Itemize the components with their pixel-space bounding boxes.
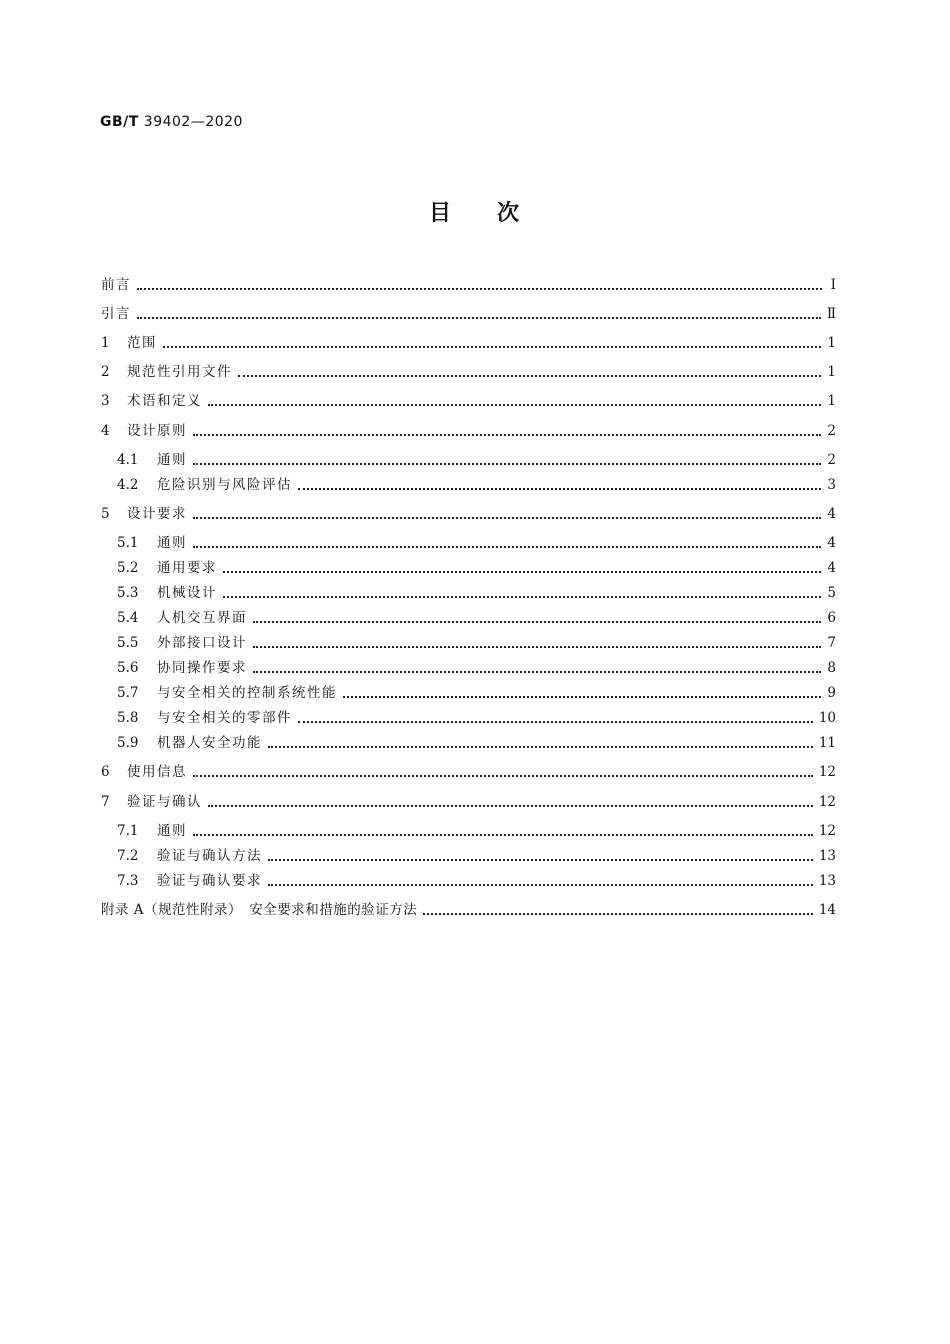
toc-entry-page: 8 — [827, 660, 836, 676]
toc-entry-number: 5.2 — [117, 560, 139, 576]
toc-entry-page: 14 — [818, 902, 836, 918]
toc-entry-number: 3 — [101, 393, 110, 409]
toc-dot-leader — [208, 805, 813, 807]
toc-dot-leader — [423, 913, 813, 915]
toc-entry-5-1[interactable] — [117, 533, 836, 553]
toc-entry-page: 5 — [827, 585, 836, 601]
toc-dot-leader — [253, 646, 821, 648]
toc-entry-5-5[interactable] — [117, 633, 836, 653]
toc-entry-page: 1 — [827, 335, 836, 351]
toc-entry-introduction[interactable] — [101, 304, 836, 324]
toc-entry-page: 4 — [827, 560, 836, 576]
toc-entry-number: 1 — [101, 335, 110, 351]
toc-entry-number: 2 — [101, 364, 110, 380]
standard-code-prefix: GB/T — [100, 114, 139, 130]
toc-entry-label: 协同操作要求 — [157, 660, 247, 676]
toc-entry-number: 5.5 — [117, 635, 139, 651]
toc-entry-7[interactable] — [101, 792, 836, 812]
toc-entry-label: 规范性引用文件 — [127, 364, 232, 380]
toc-entry-page: 4 — [827, 506, 836, 522]
toc-entry-annex-a[interactable] — [101, 900, 836, 920]
toc-entry-number: 7 — [101, 794, 110, 810]
toc-entry-number: 5 — [101, 506, 110, 522]
toc-entry-number: 5.1 — [117, 535, 139, 551]
toc-title-right: 次 — [497, 201, 522, 226]
toc-entry-4[interactable] — [101, 421, 836, 441]
toc-entry-7-2[interactable] — [117, 846, 836, 866]
toc-entry-page: 1 — [827, 393, 836, 409]
toc-entry-5-7[interactable] — [117, 683, 836, 703]
toc-entry-page: 13 — [818, 873, 836, 889]
toc-entry-number: 5.8 — [117, 710, 139, 726]
toc-dot-leader — [223, 596, 821, 598]
toc-entry-page: 11 — [818, 735, 836, 751]
toc-entry-page: 10 — [818, 710, 836, 726]
toc-dot-leader — [193, 546, 821, 548]
toc-entry-number: 5.4 — [117, 610, 139, 626]
toc-entry-label: 验证与确认要求 — [157, 873, 262, 889]
toc-dot-leader — [268, 884, 813, 886]
toc-entry-7-1[interactable] — [117, 821, 836, 841]
toc-dot-leader — [253, 671, 821, 673]
toc-entry-5-9[interactable] — [117, 733, 836, 753]
toc-entry-page: 13 — [818, 848, 836, 864]
toc-entry-label: 与安全相关的零部件 — [157, 710, 292, 726]
toc-entry-7-3[interactable] — [117, 871, 836, 891]
toc-entry-label: 通则 — [157, 823, 187, 839]
toc-dot-leader — [343, 696, 821, 698]
toc-entry-label: 通则 — [157, 452, 187, 468]
toc-entry-page: 6 — [827, 610, 836, 626]
toc-entry-label: 前言 — [101, 277, 131, 293]
toc-entry-preface[interactable] — [101, 275, 836, 295]
toc-entry-page: 4 — [827, 535, 836, 551]
toc-entry-number: 7.1 — [117, 823, 139, 839]
toc-entry-page: 12 — [818, 794, 836, 810]
toc-entry-5-8[interactable] — [117, 708, 836, 728]
toc-entry-number: 5.7 — [117, 685, 139, 701]
toc-dot-leader — [193, 463, 821, 465]
toc-entry-label: 与安全相关的控制系统性能 — [157, 685, 337, 701]
toc-entry-page: 12 — [818, 764, 836, 780]
toc-entry-page: 9 — [827, 685, 836, 701]
toc-entry-label: 引言 — [101, 306, 131, 322]
toc-entry-4-2[interactable] — [117, 475, 836, 495]
toc-entry-3[interactable] — [101, 391, 836, 411]
toc-dot-leader — [298, 488, 821, 490]
toc-entry-number: 5.9 — [117, 735, 139, 751]
toc-entry-label: 验证与确认方法 — [157, 848, 262, 864]
toc-entry-label: 通则 — [157, 535, 187, 551]
toc-entry-number: 5.6 — [117, 660, 139, 676]
toc-entry-5[interactable] — [101, 504, 836, 524]
toc-dot-leader — [193, 775, 813, 777]
toc-entry-label: 验证与确认 — [127, 794, 202, 810]
toc-entry-label: 设计原则 — [127, 423, 187, 439]
toc-dot-leader — [223, 571, 821, 573]
toc-entry-2[interactable] — [101, 362, 836, 382]
toc-entry-number: 4.2 — [117, 477, 139, 493]
toc-entry-label: 机器人安全功能 — [157, 735, 262, 751]
toc-dot-leader — [193, 517, 821, 519]
toc-dot-leader — [137, 288, 822, 290]
toc-entry-page: 12 — [818, 823, 836, 839]
toc-entry-page: 7 — [827, 635, 836, 651]
toc-entry-label: 范围 — [127, 335, 157, 351]
toc-entry-page: 2 — [827, 423, 836, 439]
toc-entry-5-4[interactable] — [117, 608, 836, 628]
toc-dot-leader — [298, 721, 813, 723]
toc-dot-leader — [238, 375, 821, 377]
toc-entry-label: 设计要求 — [127, 506, 187, 522]
toc-entry-page: 2 — [827, 452, 836, 468]
toc-dot-leader — [208, 404, 821, 406]
toc-entry-label: 附录 A（规范性附录） 安全要求和措施的验证方法 — [101, 902, 418, 918]
toc-entry-number: 7.2 — [117, 848, 139, 864]
toc-entry-label: 术语和定义 — [127, 393, 202, 409]
toc-dot-leader — [268, 746, 813, 748]
toc-entry-number: 7.3 — [117, 873, 139, 889]
toc-entry-number: 6 — [101, 764, 110, 780]
toc-entry-label: 危险识别与风险评估 — [157, 477, 292, 493]
toc-entry-label: 机械设计 — [157, 585, 217, 601]
toc-entry-5-6[interactable] — [117, 658, 836, 678]
toc-entry-label: 人机交互界面 — [157, 610, 247, 626]
toc-entry-number: 5.3 — [117, 585, 139, 601]
toc-dot-leader — [193, 834, 813, 836]
toc-entry-page: 1 — [827, 364, 836, 380]
toc-entry-label: 使用信息 — [127, 764, 187, 780]
toc-entry-1[interactable] — [101, 333, 836, 353]
toc-entry-4-1[interactable] — [117, 450, 836, 470]
toc-entry-5-3[interactable] — [117, 583, 836, 603]
standard-code-number: 39402—2020 — [143, 114, 243, 130]
toc-entry-label: 外部接口设计 — [157, 635, 247, 651]
toc-entry-number: 4 — [101, 423, 110, 439]
toc-dot-leader — [193, 434, 821, 436]
toc-entry-5-2[interactable] — [117, 558, 836, 578]
toc-title-left: 目 — [428, 201, 453, 226]
toc-entry-number: 4.1 — [117, 452, 139, 468]
toc-dot-leader — [137, 317, 821, 319]
toc-dot-leader — [253, 621, 821, 623]
toc-entry-6[interactable] — [101, 762, 836, 782]
toc-dot-leader — [163, 346, 821, 348]
toc-entry-page: 3 — [827, 477, 836, 493]
toc-entry-label: 通用要求 — [157, 560, 217, 576]
toc-entry-page: Ⅱ — [826, 306, 836, 322]
toc-entry-page: Ⅰ — [830, 277, 836, 293]
toc-dot-leader — [268, 859, 813, 861]
